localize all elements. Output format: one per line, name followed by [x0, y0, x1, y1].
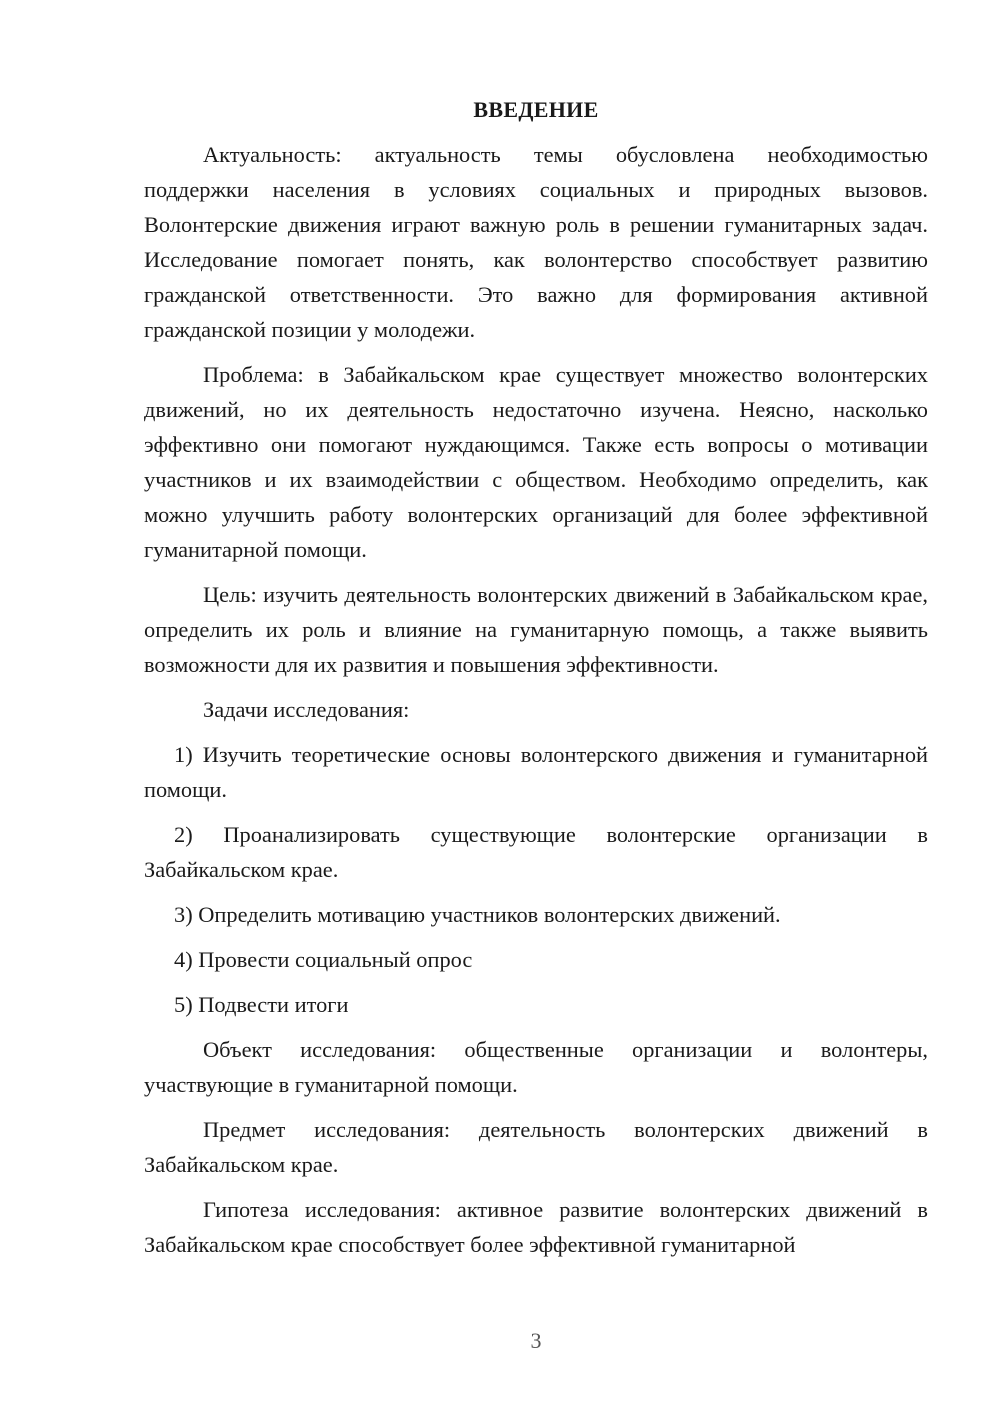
- section-heading: ВВЕДЕНИЕ: [473, 97, 599, 122]
- task-item-4: 4) Провести социальный опрос: [174, 947, 473, 972]
- task-item-2: 2) Проанализировать существующие волонтерские организации в Забайкальском крае.: [144, 822, 928, 882]
- task-item-1: 1) Изучить теоретические основы волонтерского движения и гуманитарной помощи.: [144, 742, 928, 802]
- paragraph-object: Объект исследования: общественные организации и волонтеры, участвующие в гуманитарной помощи.: [144, 1037, 928, 1097]
- paragraph-hypothesis: Гипотеза исследования: активное развитие волонтерских движений в Забайкальском крае способствует более эффективной гуманитарной: [144, 1197, 928, 1257]
- paragraph-relevance: Актуальность: актуальность темы обусловлена необходимостью поддержки населения в условиях социальных и природных вызовов. Волонтерские движения играют важную роль в решении гуманитарных задач. Исследование помогает понять, как волонтерство способствует развитию гражданской ответственности. Это важно для формирования активной гражданской позиции у молодежи.: [144, 142, 928, 342]
- paragraph-subject: Предмет исследования: деятельность волонтерских движений в Забайкальском крае.: [144, 1117, 928, 1177]
- tasks-heading: Задачи исследования:: [203, 697, 410, 722]
- paragraph-goal: Цель: изучить деятельность волонтерских движений в Забайкальском крае, определить их роль и влияние на гуманитарную помощь, а также выявить возможности для их развития и повышения эффективности.: [144, 582, 928, 677]
- page-number: 3: [530, 1328, 542, 1353]
- document-body: [144, 92, 928, 1262]
- task-item-5: 5) Подвести итоги: [174, 992, 349, 1017]
- paragraph-problem: Проблема: в Забайкальском крае существует множество волонтерских движений, но их деятельность недостаточно изучена. Неясно, насколько эффективно они помогают нуждающимся. Также есть вопросы о мотивации участников и их взаимодействии с обществом. Необходимо определить, как можно улучшить работу волонтерских организаций для более эффективной гуманитарной помощи.: [144, 362, 928, 562]
- task-item-3: 3) Определить мотивацию участников волонтерских движений.: [174, 902, 781, 927]
